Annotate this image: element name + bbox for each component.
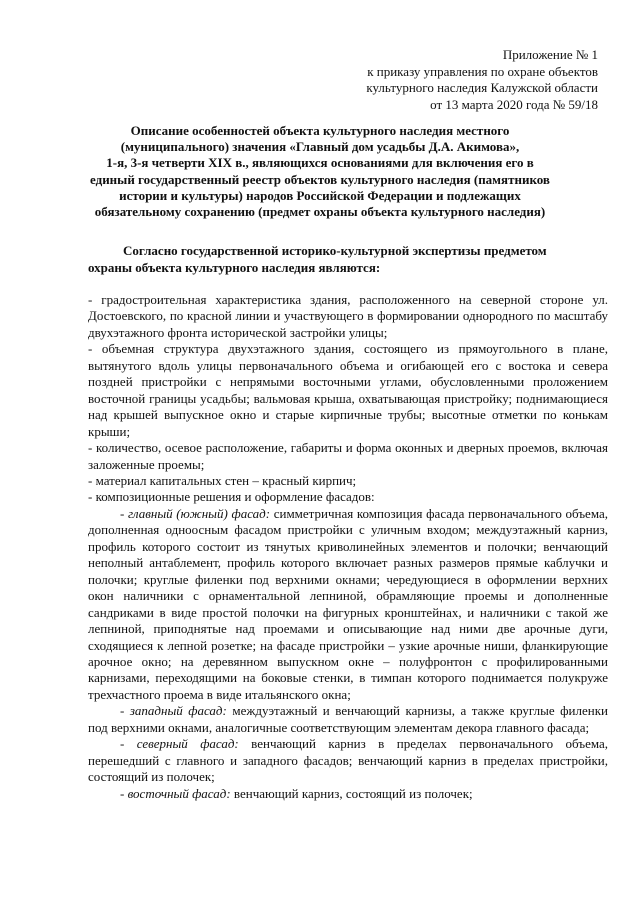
north-facade-label: - северный фасад: <box>120 736 239 752</box>
item-west-facade <box>88 703 608 736</box>
title-line-4: единый государственный реестр объектов культурного наследия (памятников <box>90 171 550 187</box>
item-volume-structure: - объемная структура двухэтажного здания, состоящего из прямоугольного в плане, вытянутого вдоль улицы первоначального объема и огибающей его с востока и севера поздней пристройки с непрямыми восточными углами, обусловленными проложением восточной границы усадьбы; вальмовая крыша, охватывающая пристройку; поднимающиеся над крышей выпускное окно и старые кирпичные трубы; высотные отметки по конькам крыши; <box>88 341 608 439</box>
south-facade-label: - главный (южный) фасад: <box>120 505 271 521</box>
north-facade-text: венчающий карниз в пределах первоначального объема, перешедший с главного и западного фасадов; венчающий карниз в пределах пристройки, состоящий из полочек; <box>88 736 608 785</box>
item-south-facade <box>88 506 608 703</box>
subject-line-2: охраны объекта культурного наследия являются: <box>88 260 381 275</box>
document-title <box>78 123 562 220</box>
west-facade-text: междуэтажный и венчающий карнизы, а также круглые филенки под верхними окнами, аналогичные соответствующим элементам декора главного фасада; <box>88 703 608 735</box>
protection-subject-heading <box>88 242 608 276</box>
appendix-line-4: от 13 марта 2020 года № 59/18 <box>430 96 598 112</box>
item-east-facade <box>88 786 608 802</box>
title-line-3: 1-я, 3-я четверти XIX в., являющихся основаниями для включения его в <box>106 155 534 171</box>
south-facade-text: симметричная композиция фасада первоначального объема, дополненная одноосным фасадом пристройки с уличным входом; междуэтажный карниз, профиль которого состоит из тянутых криволинейных элементов и полочки; венчающий неполный антаблемент, профиль которого включает разных размеров прямые каблучки и полочки; круглые филенки под верхними окнами; чередующиеся в оформлении верхних окон наличники с орнаментальной лепниной, обрамляющие проемы и дополненные сандриками в виде простой полочки на фигурных кронштейнах, и наличники с такой же лепниной, приподнятые над проемами и описывающие над ними две арочные дуги, сходящиеся к лепной розетке; на фасаде пристройки – узкие арочные ниши, фланкирующие арочное окно; на деревянном выпускном окне – полуфронтон с профилированными карнизами, переходящими на боковые стенки, в тимпан которого поднимается полукруже трехчастного проема в виде итальянского окна; <box>88 505 608 702</box>
item-openings: - количество, осевое расположение, габариты и форма оконных и дверных проемов, включая заложенные проемы; <box>88 440 608 472</box>
west-facade-label: - западный фасад: <box>120 703 227 719</box>
subject-line-1: Согласно государственной историко-культурной экспертизы предметом <box>123 243 547 258</box>
item-facades: - композиционные решения и оформление фасадов: <box>88 489 375 505</box>
item-north-facade <box>88 736 608 785</box>
east-facade-label: - восточный фасад: <box>120 785 231 801</box>
title-line-2: (муниципального) значения «Главный дом усадьбы Д.А. Акимова», <box>120 139 520 155</box>
item-urban-characteristic: - градостроительная характеристика здания, расположенного на северной стороне ул. Достоевского, по красной линии и участвующего в формировании однородного по масштабу двухэтажного фронта исторической застройки улицы; <box>88 292 608 340</box>
title-line-5: истории и культуры) народов Российской Федерации и подлежащих <box>119 187 521 203</box>
appendix-line-3: культурного наследия Калужской области <box>366 80 598 95</box>
appendix-header <box>366 47 598 113</box>
document-body <box>88 292 608 802</box>
east-facade-text: венчающий карниз, состоящий из полочек; <box>230 785 473 801</box>
title-line-6: обязательному сохранению (предмет охраны объекта культурного наследия) <box>94 204 546 220</box>
title-line-1: Описание особенностей объекта культурного наследия местного <box>130 123 510 138</box>
item-wall-material: - материал капитальных стен – красный кирпич; <box>88 472 357 488</box>
appendix-line-1: Приложение № 1 <box>502 47 598 62</box>
appendix-line-2: к приказу управления по охране объектов <box>367 63 598 79</box>
